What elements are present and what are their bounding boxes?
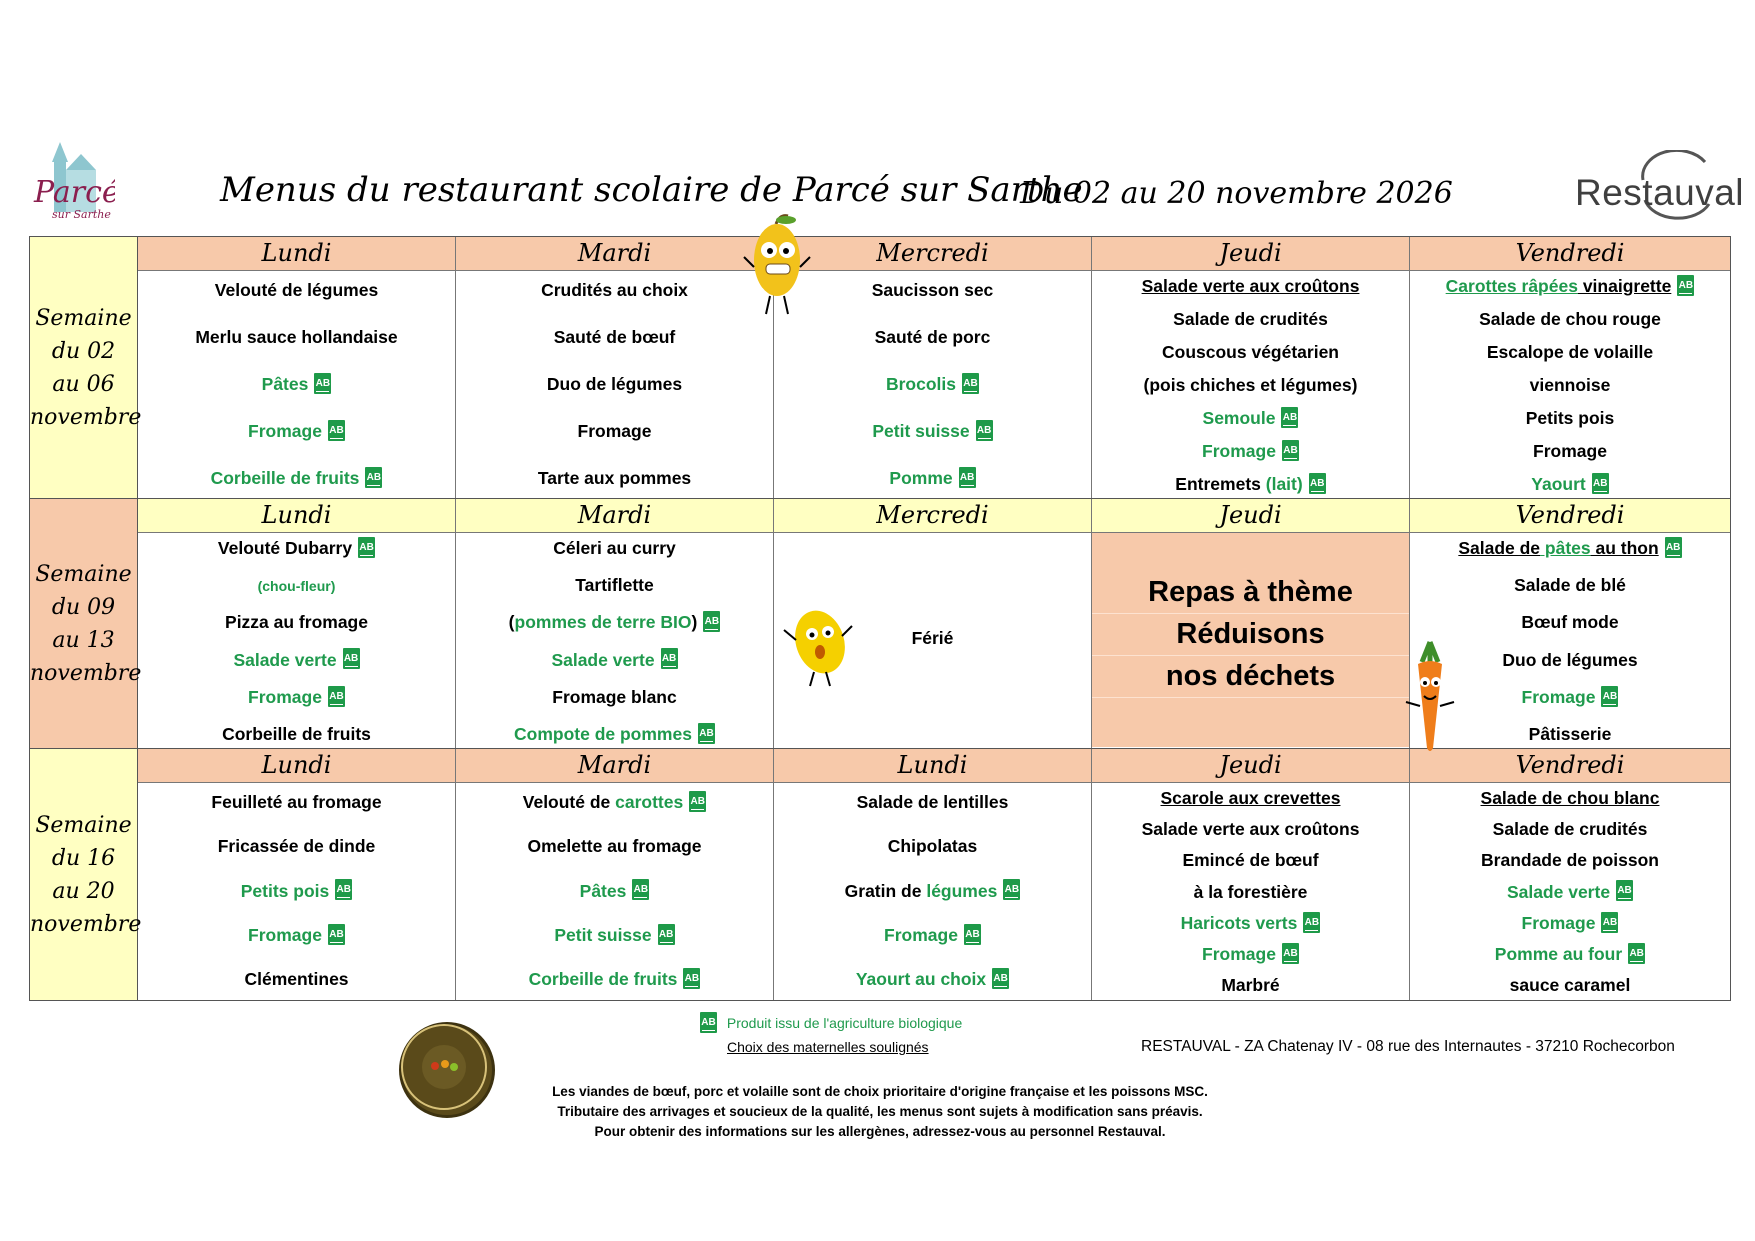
note-line: Les viandes de bœuf, porc et volaille sont de choix prioritaire d'origine française et les poissons MSC.: [552, 1084, 1208, 1099]
ab-organic-icon: AB: [1601, 686, 1618, 707]
menu-item: [1410, 374, 1730, 396]
day-header: Jeudi: [1092, 499, 1410, 533]
menu-item: [456, 537, 773, 559]
ab-organic-icon: AB: [698, 723, 715, 744]
ab-organic-icon: AB: [962, 373, 979, 394]
day-cell: [774, 783, 1092, 1000]
menu-item: [774, 420, 1091, 443]
menu-item: [774, 880, 1091, 903]
restauval-logo: [1575, 150, 1745, 230]
menu-item-text: Salade de lentilles: [856, 792, 1009, 812]
menu-item: [1410, 440, 1730, 462]
menu-item-text: Pâtes: [579, 880, 627, 901]
menu-item-text: Emincé de bœuf: [1182, 850, 1319, 871]
week-label-line: au 06: [52, 372, 115, 397]
menu-item-text: Salade de chou blanc: [1480, 788, 1660, 808]
menu-item-text: Céleri au curry: [553, 538, 676, 558]
week-label-line: novembre: [30, 911, 142, 937]
menu-item-text: viennoise: [1529, 375, 1611, 395]
day-header: Mercredi: [774, 237, 1092, 271]
menu-item-text: Scarole aux crevettes: [1160, 788, 1341, 808]
menu-item: [774, 791, 1091, 813]
menu-item: (pommes de terre BIO) AB: [508, 612, 720, 633]
menu-item-text: Chipolatas: [887, 836, 978, 857]
menu-item-text: (chou-fleur): [257, 578, 336, 595]
theme-meal-line: nos déchets: [1092, 655, 1409, 698]
theme-meal-box: [1092, 533, 1409, 747]
menu-item: [1410, 473, 1730, 496]
day-header: Mercredi: [774, 499, 1092, 533]
day-header: Jeudi: [1092, 237, 1410, 271]
menu-item-text: Pâtes: [261, 374, 309, 394]
menu-item: [138, 723, 455, 745]
menu-item-text: Corbeille de fruits: [210, 468, 360, 488]
menu-item-text: Feuilleté au fromage: [211, 792, 382, 812]
menu-item-text: Entremets: [1175, 474, 1261, 494]
menu-item-suffix: carottes: [610, 792, 684, 812]
menu-item-text: Gratin de: [844, 880, 922, 901]
menu-item: [1410, 849, 1730, 871]
ab-organic-icon: AB: [328, 686, 345, 707]
bio-legend: [700, 1014, 962, 1035]
menu-item: [456, 968, 773, 991]
menu-item-text: pommes de terre BIO: [514, 612, 692, 633]
day-header: Lundi: [138, 499, 456, 533]
menu-item-text: Brocolis: [885, 374, 957, 394]
week-label-line: Semaine: [35, 306, 132, 331]
day-header: Vendredi: [1410, 499, 1730, 533]
menu-item-text: Pomme: [889, 468, 953, 488]
page-title: Menus du restaurant scolaire de Parcé sur Sarthe: [220, 170, 1083, 210]
menu-item: [774, 326, 1091, 348]
menu-item-text: Petits pois: [240, 880, 330, 901]
menu-item-text: Fromage: [577, 421, 652, 441]
menu-item: [1092, 275, 1409, 297]
menu-item-text: Tartiflette: [575, 575, 654, 596]
menu-item: [1410, 818, 1730, 840]
menu-item: [456, 686, 773, 708]
note-line: Pour obtenir des informations sur les allergènes, adressez-vous au personnel Restauval.: [594, 1124, 1166, 1139]
menu-item-text: Corbeille de fruits: [528, 969, 678, 989]
menu-item-text: Saucisson sec: [871, 280, 994, 300]
menu-item: [456, 574, 773, 596]
menu-item: [138, 373, 455, 396]
day-cell: [456, 271, 774, 499]
menu-item: [456, 279, 773, 301]
menu-item-text: Tarte aux pommes: [537, 468, 692, 488]
menu-item: [1092, 473, 1409, 496]
menu-item: [1410, 275, 1730, 298]
day-cell: [138, 783, 456, 1000]
day-cell: [1092, 783, 1410, 1000]
day-cell: [1410, 783, 1730, 1000]
footer-notes: [470, 1082, 1290, 1142]
ab-organic-icon: AB: [1628, 943, 1645, 964]
menu-item: [774, 968, 1091, 991]
underline-legend: Choix des maternelles soulignés: [727, 1039, 929, 1055]
menu-item-suffix: (lait): [1260, 474, 1303, 494]
menu-item: [1410, 407, 1730, 429]
ab-organic-icon: AB: [365, 467, 382, 488]
day-header: Mardi: [456, 237, 774, 271]
menu-item-text: Velouté de légumes: [214, 280, 379, 300]
menu-item: [456, 649, 773, 672]
ab-organic-icon: AB: [328, 924, 345, 945]
menu-item-text: Compote de pommes: [514, 724, 692, 744]
ab-organic-icon: AB: [964, 924, 981, 945]
menu-item-text: Yaourt: [1531, 474, 1586, 494]
menu-item-text: Salade de blé: [1514, 575, 1626, 596]
menu-item: [1410, 943, 1730, 966]
ab-organic-icon: AB: [1281, 407, 1298, 428]
menu-item: [1092, 440, 1409, 463]
ab-organic-icon: AB: [959, 467, 976, 488]
ab-organic-icon: AB: [1677, 275, 1694, 296]
ab-organic-icon: AB: [314, 373, 331, 394]
week-label-line: du 02: [51, 339, 116, 364]
menu-item: [1092, 341, 1409, 363]
week-label: [30, 749, 142, 1000]
theme-meal-line: Repas à thème: [1092, 571, 1409, 614]
menu-item-text: (pois chiches et légumes): [1143, 375, 1358, 395]
menu-item-text: Merlu sauce hollandaise: [195, 327, 398, 347]
menu-item: [1092, 818, 1409, 840]
menu-item: [138, 924, 455, 947]
menu-item: [1410, 574, 1730, 596]
menu-item: [774, 279, 1091, 301]
ab-organic-icon: AB: [335, 879, 352, 900]
menu-item-text: Duo de légumes: [546, 374, 683, 394]
ab-organic-icon: AB: [689, 791, 706, 812]
menu-item-text: Fromage: [248, 421, 322, 441]
menu-item: [1092, 407, 1409, 430]
menu-item-text: Salade de chou rouge: [1479, 309, 1661, 329]
ab-organic-icon: AB: [358, 537, 375, 558]
menu-item-text: Duo de légumes: [1502, 649, 1638, 670]
menu-item: [456, 791, 773, 814]
day-header: Jeudi: [1092, 749, 1410, 783]
menu-item: [1410, 611, 1730, 633]
ab-organic-icon: AB: [1282, 943, 1299, 964]
day-cell: [456, 783, 774, 1000]
menu-item-text: Bœuf mode: [1521, 612, 1619, 633]
menu-item: [456, 723, 773, 746]
menu-item-suffix: légumes: [921, 880, 998, 901]
day-header: Vendredi: [1410, 749, 1730, 783]
week-label: [30, 499, 142, 749]
menu-item: [456, 924, 773, 947]
menu-item-text: Petit suisse: [872, 421, 970, 441]
week-label-line: au 20: [52, 878, 115, 904]
menu-item: [774, 835, 1091, 857]
menu-item-text: Brandade de poisson: [1481, 850, 1659, 871]
menu-item-text: Salade de: [1458, 538, 1541, 558]
menu-item-text: Salade verte: [233, 649, 337, 670]
svg-text:Parcé: Parcé: [34, 175, 115, 210]
ab-organic-icon: AB: [700, 1012, 717, 1033]
menu-item: [138, 880, 455, 903]
menu-item-text: Omelette au fromage: [527, 836, 702, 857]
menu-item: [138, 326, 455, 348]
lemon-character-icon: [780, 600, 856, 695]
ab-organic-icon: AB: [632, 879, 649, 900]
menu-item-text: Fromage: [1202, 943, 1276, 964]
menu-item: [1410, 881, 1730, 904]
menu-item-text: Fromage: [1533, 441, 1607, 461]
menu-item-text: Fromage: [1521, 686, 1596, 707]
menu-item-text: Marbré: [1221, 975, 1280, 995]
menu-item-text: Semoule: [1202, 408, 1276, 428]
bio-legend-text: Produit issu de l'agriculture biologique: [726, 1015, 963, 1032]
menu-item: [1410, 974, 1730, 996]
ab-organic-icon: AB: [661, 648, 678, 669]
week-label-line: novembre: [30, 661, 142, 686]
menu-item: [138, 686, 455, 709]
menu-item-text: Velouté de: [522, 792, 611, 812]
menu-item-text: Pizza au fromage: [225, 612, 368, 633]
menu-item: [138, 611, 455, 633]
menu-item: [774, 373, 1091, 396]
menu-item-text: Carottes râpées: [1445, 276, 1578, 296]
menu-item-text: Fromage: [1521, 912, 1596, 933]
menu-item: [1092, 787, 1409, 809]
day-header: Mardi: [456, 749, 774, 783]
menu-item-text: Clémentines: [244, 969, 349, 989]
menu-item: [1092, 374, 1409, 396]
menu-item: [1092, 912, 1409, 935]
menu-item: [1410, 912, 1730, 935]
parce-logo: [30, 140, 115, 230]
ab-organic-icon: AB: [1282, 440, 1299, 461]
day-cell: [1092, 533, 1410, 749]
menu-item-text: Salade de crudités: [1173, 309, 1328, 329]
menu-item: [138, 537, 455, 560]
ab-organic-icon: AB: [683, 968, 700, 989]
menu-item-highlight: pâtes: [1540, 538, 1591, 558]
day-header: Vendredi: [1410, 237, 1730, 271]
menu-item-suffix: au thon: [1590, 538, 1659, 558]
menu-item-text: Corbeille de fruits: [222, 724, 371, 744]
menu-item: [1092, 974, 1409, 996]
menu-item-text: Salade verte aux croûtons: [1141, 819, 1360, 840]
menu-item: [456, 373, 773, 395]
menu-item-text: Fromage: [1202, 441, 1276, 461]
ab-organic-icon: AB: [328, 420, 345, 441]
day-header: Lundi: [138, 749, 456, 783]
week-label-line: novembre: [30, 405, 142, 430]
menu-item-text: Crudités au choix: [541, 280, 688, 300]
menu-item: [138, 467, 455, 490]
menu-item-text: Salade verte: [1506, 881, 1611, 902]
menu-item-text: Haricots verts: [1180, 912, 1298, 933]
week-label-line: du 16: [51, 845, 116, 871]
menu-item-text: Fromage: [884, 924, 958, 945]
menu-item-text: à la forestière: [1193, 881, 1308, 902]
week-label-line: au 13: [52, 628, 115, 653]
menu-item: [456, 326, 773, 348]
menu-item: [1410, 787, 1730, 809]
day-header: Mardi: [456, 499, 774, 533]
menu-item-text: Sauté de porc: [874, 327, 991, 347]
address: RESTAUVAL - ZA Chatenay IV - 08 rue des Internautes - 37210 Rochecorbon: [1141, 1038, 1675, 1055]
svg-text:sur Sarthe: sur Sarthe: [52, 208, 111, 221]
menu-item: [138, 791, 455, 813]
day-cell: [138, 271, 456, 499]
menu-item: [456, 420, 773, 442]
carrot-character-icon: [1400, 640, 1460, 760]
week-label-line: Semaine: [35, 812, 132, 838]
week-label-line: Semaine: [35, 562, 132, 587]
menu-item-text: Pâtisserie: [1528, 724, 1612, 744]
menu-item: [1092, 308, 1409, 330]
menu-item: [138, 574, 455, 597]
ab-organic-icon: AB: [1616, 880, 1633, 901]
menu-item: [138, 420, 455, 443]
menu-item-suffix: vinaigrette: [1577, 276, 1672, 296]
menu-item-text: Fromage blanc: [552, 686, 677, 707]
menu-item-text: Sauté de bœuf: [553, 327, 676, 347]
menu-item-text: Petits pois: [1525, 408, 1615, 428]
day-cell: [138, 533, 456, 749]
day-header: Lundi: [138, 237, 456, 271]
ab-organic-icon: AB: [1309, 473, 1326, 494]
restauval-wordmark: Restauval: [1575, 172, 1745, 213]
ab-organic-icon: AB: [1303, 912, 1320, 933]
menu-item-text: Pomme au four: [1494, 943, 1623, 964]
menu-item-text: Salade verte: [551, 649, 655, 670]
ab-organic-icon: AB: [1665, 537, 1682, 558]
day-header: Lundi: [774, 749, 1092, 783]
ab-organic-icon: AB: [1003, 879, 1020, 900]
menu-item-text: Escalope de volaille: [1486, 342, 1654, 362]
menu-item-text: sauce caramel: [1509, 975, 1631, 995]
menu-item: [1092, 849, 1409, 871]
menu-item: [138, 649, 455, 672]
menu-item-text: Fricassée de dinde: [217, 836, 376, 857]
day-cell: [456, 533, 774, 749]
menu-item: [138, 279, 455, 301]
ab-organic-icon: AB: [1601, 912, 1618, 933]
menu-item-text: Velouté Dubarry: [217, 538, 353, 558]
menu-item: [1410, 341, 1730, 363]
menu-item: [456, 835, 773, 857]
note-line: Tributaire des arrivages et soucieux de la qualité, les menus sont sujets à modification sans préavis.: [557, 1104, 1203, 1119]
menu-item-text: Petit suisse: [554, 924, 652, 945]
menu-item-text: Salade de crudités: [1492, 819, 1648, 840]
ab-organic-icon: AB: [992, 968, 1009, 989]
menu-item: [1410, 308, 1730, 330]
week-label-line: du 09: [51, 595, 116, 620]
menu-item: [774, 924, 1091, 947]
menu-item: [456, 467, 773, 489]
menu-grid: [29, 236, 1731, 1001]
ab-organic-icon: AB: [1592, 473, 1609, 494]
date-range: Du 02 au 20 novembre 2026: [1020, 176, 1453, 211]
day-cell: [1092, 271, 1410, 499]
menu-item-text: Yaourt au choix: [855, 969, 987, 989]
menu-item-text: Salade verte aux croûtons: [1141, 276, 1360, 296]
ab-organic-icon: AB: [976, 420, 993, 441]
menu-item-text: Couscous végétarien: [1162, 342, 1339, 362]
day-cell: [1410, 271, 1730, 499]
menu-item: [138, 835, 455, 857]
day-cell: [774, 271, 1092, 499]
menu-item: [456, 880, 773, 903]
menu-item-text: Férié: [911, 628, 954, 648]
menu-item: [774, 467, 1091, 490]
week-label: [30, 237, 142, 499]
menu-item: [1092, 943, 1409, 966]
menu-item: [138, 968, 455, 990]
ab-organic-icon: AB: [703, 611, 720, 632]
ab-organic-icon: AB: [658, 924, 675, 945]
theme-meal-line: Réduisons: [1092, 613, 1409, 656]
ab-organic-icon: AB: [343, 648, 360, 669]
menu-item-text: Fromage: [248, 686, 322, 707]
menu-item: [1410, 537, 1730, 560]
menu-item: [1092, 881, 1409, 903]
mango-character-icon: [742, 212, 812, 327]
menu-item-text: Fromage: [248, 924, 322, 945]
